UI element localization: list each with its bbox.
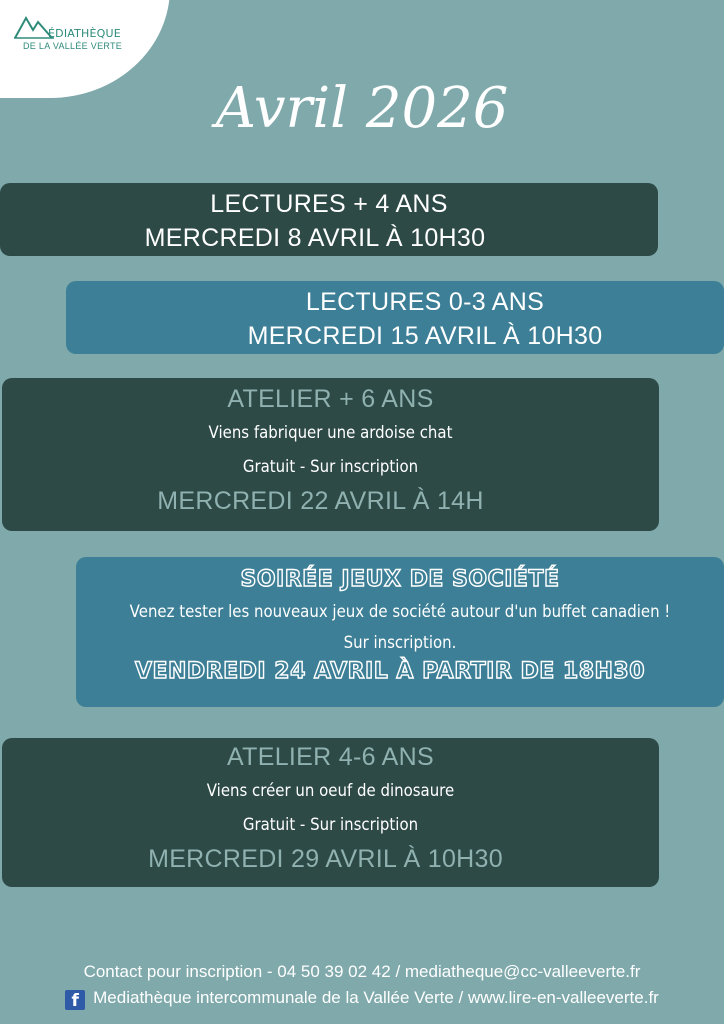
- event-date: MERCREDI 15 AVRIL À 10H30: [247, 322, 603, 350]
- footer-social-text: Mediathèque intercommunale de la Vallée Verte / www.lire-en-valleeverte.fr: [93, 988, 659, 1007]
- event-description: Venez tester les nouveaux jeux de société autour d'un buffet canadien !: [129, 602, 671, 622]
- event-title: LECTURES 0-3 ANS: [305, 288, 545, 316]
- event-title: SOIRÉE JEUX DE SOCIÉTÉ: [240, 567, 560, 592]
- event-note: Gratuit - Sur inscription: [242, 815, 419, 835]
- logo-subtitle: DE LA VALLÉE VERTE: [23, 41, 123, 51]
- event-card-lectures-0-3: [66, 281, 724, 354]
- facebook-icon[interactable]: f: [65, 990, 85, 1010]
- event-title: ATELIER 4-6 ANS: [227, 743, 434, 771]
- event-title: ATELIER + 6 ANS: [227, 385, 434, 413]
- event-card-lectures-4: [0, 183, 658, 256]
- logo-name: ÉDIATHÈQUE: [48, 27, 121, 40]
- event-card-atelier-6: [2, 378, 659, 531]
- event-description: Viens créer un oeuf de dinosaure: [206, 781, 455, 801]
- footer-social-row: [0, 988, 724, 1010]
- event-date: VENDREDI 24 AVRIL À PARTIR DE 18H30: [134, 659, 646, 684]
- event-title: LECTURES + 4 ANS: [210, 190, 448, 218]
- page-title: Avril 2026: [215, 76, 509, 141]
- event-card-atelier-4-6: [2, 738, 659, 887]
- event-description: Viens fabriquer une ardoise chat: [208, 423, 453, 443]
- footer-contact: Contact pour inscription - 04 50 39 02 42 / mediatheque@cc-valleeverte.fr: [83, 962, 641, 981]
- event-date: MERCREDI 8 AVRIL À 10H30: [144, 224, 486, 252]
- event-note: Sur inscription.: [343, 633, 457, 653]
- event-note: Gratuit - Sur inscription: [242, 457, 419, 477]
- event-date: MERCREDI 29 AVRIL À 10H30: [148, 845, 503, 873]
- mediatheque-logo: [14, 12, 129, 52]
- event-card-soiree-jeux: [76, 557, 724, 707]
- event-date: MERCREDI 22 AVRIL À 14H: [157, 487, 484, 515]
